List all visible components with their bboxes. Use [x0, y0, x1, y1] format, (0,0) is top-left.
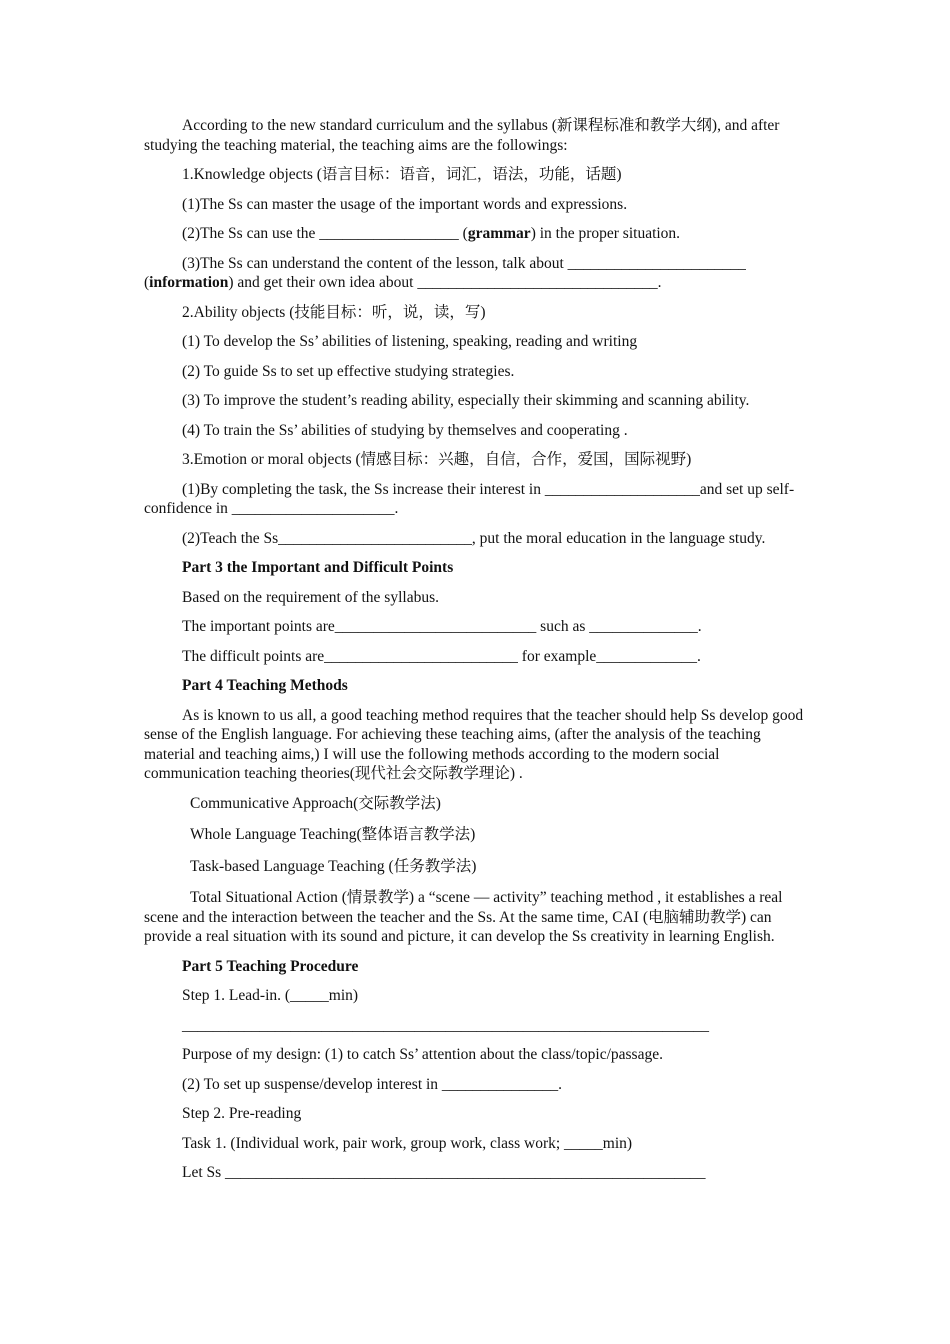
ability-item-1: (1) To develop the Ss’ abilities of listening, speaking, reading and writing	[182, 333, 638, 350]
step-2-line: Step 2. Pre-reading	[182, 1105, 302, 1122]
syllabus-line: Based on the requirement of the syllabus.	[182, 588, 439, 606]
emotion-item-2: (2)Teach the Ss_________________________, put the moral education in the language study.	[182, 529, 766, 547]
blank-line: ____________________________________________________________________	[182, 1016, 709, 1034]
emotion-item-1: (1)By completing the task, the Ss increase their interest in ____________________and set up self-confidence in _____________________.	[144, 480, 795, 517]
purpose-item-2: (2) To set up suspense/develop interest in _______________.	[182, 1075, 563, 1093]
knowledge-item-3: (3)The Ss can understand the content of the lesson, talk about _______________________ (information) and get their own idea about _______________________________.	[144, 254, 746, 291]
intro-paragraph: According to the new standard curriculum and the syllabus (新课程标准和教学大纲), and after studying the teaching material, the teaching aims are the followings:	[144, 117, 780, 154]
part-3-heading: Part 3 the Important and Difficult Points	[182, 559, 454, 576]
knowledge-objects-heading: 1.Knowledge objects (语言目标：语音，词汇，语法，功能，话题)	[182, 166, 622, 183]
difficult-points-line: The difficult points are_________________________ for example_____________.	[182, 647, 701, 665]
ability-item-4: (4) To train the Ss’ abilities of studying by themselves and cooperating .	[182, 421, 628, 439]
let-ss-line: Let Ss ______________________________________________________________	[182, 1164, 706, 1181]
ability-item-3: (3) To improve the student’s reading ability, especially their skimming and scanning ability.	[182, 392, 750, 409]
document-page	[144, 116, 806, 1193]
method-communicative: Communicative Approach(交际教学法)	[190, 794, 441, 812]
part-4-heading: Part 4 Teaching Methods	[182, 677, 348, 694]
purpose-line: Purpose of my design: (1) to catch Ss’ attention about the class/topic/passage.	[182, 1046, 663, 1063]
knowledge-item-2: (2)The Ss can use the __________________ (grammar) in the proper situation.	[182, 225, 681, 242]
important-points-line: The important points are__________________________ such as ______________.	[182, 618, 702, 635]
step-1-line: Step 1. Lead-in. (_____min)	[182, 987, 359, 1004]
task-1-line: Task 1. (Individual work, pair work, group work, class work; _____min)	[182, 1134, 633, 1152]
method-total-situational: Total Situational Action (情景教学) a “scene — activity” teaching method , it establishes a real scene and the interaction between the teacher and the Ss. At the same time, CAI (电脑辅助教学) can provide a real situation with its sound and picture, it can develop the Ss creativity in learning English.	[144, 889, 783, 945]
ability-item-2: (2) To guide Ss to set up effective studying strategies.	[182, 362, 515, 380]
method-task-based: Task-based Language Teaching (任务教学法)	[190, 857, 477, 875]
part-5-heading: Part 5 Teaching Procedure	[182, 957, 359, 975]
knowledge-item-1: (1)The Ss can master the usage of the important words and expressions.	[182, 195, 628, 213]
teaching-methods-paragraph: As is known to us all, a good teaching method requires that the teacher should help Ss develop good sense of the English language. For achieving these teaching aims, (after the analysis of the teaching material and teaching aims,) I will use the following methods according to the modern social communication teaching theories(现代社会交际教学理论) .	[144, 706, 804, 782]
method-whole-language: Whole Language Teaching(整体语言教学法)	[190, 826, 476, 843]
ability-objects-heading: 2.Ability objects (技能目标：听，说，读，写)	[182, 303, 486, 321]
emotion-objects-heading: 3.Emotion or moral objects (情感目标：兴趣，自信，合作，爱国，国际视野)	[182, 451, 692, 468]
